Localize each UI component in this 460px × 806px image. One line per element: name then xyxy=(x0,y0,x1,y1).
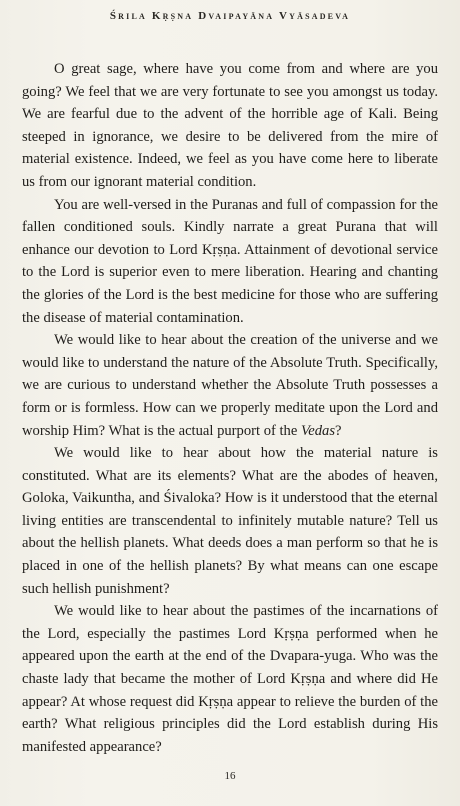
paragraph-5: We would like to hear about the pastimes of the incarnations of the Lord, especially the pastimes Lord Kṛṣṇa performed when he appeared upon the earth at the end of the Dvapara-yuga. Who was the chaste lady that became the mother of Lord Kṛṣṇa and where did He appear? At whose request did Kṛṣṇa appear to relieve the burden of the earth? What religious principles did the Lord establish during His manifested appearance? xyxy=(22,603,438,755)
paragraph-1: O great sage, where have you come from and where are you going? We feel that we are very fortunate to see you amongst us today. We are fearful due to the advent of the horrible age of Kali. Being steeped in ignorance, we desire to be delivered from the mire of material existence. Indeed, we feel as you have come here to liberate us from our ignorant material condition. xyxy=(22,61,438,190)
page-number: 16 xyxy=(224,770,236,782)
body-text xyxy=(22,58,438,758)
paragraph-3-text: We would like to hear about the creation of the universe and we would like to understand the nature of the Absolute Truth. Specifically, we are curious to understand whether the Absolute Truth possesses a form or is formless. How can we properly meditate upon the Lord and worship Him? What is the actual purport of the xyxy=(22,332,438,439)
paragraph-3 xyxy=(22,329,438,442)
paragraph-3-end: ? xyxy=(335,422,342,439)
vedas-italic: Vedas xyxy=(300,422,336,439)
running-header: Śrila Kṛṣna Dvaipayāna Vyāsadeva xyxy=(109,10,351,22)
paragraph-4: We would like to hear about how the material nature is constituted. What are its elements? What are the abodes of heaven, Goloka, Vaikuntha, and Śivaloka? How is it understood that the eternal living entities are transcendental to infinitely mutable nature? Tell us about the hellish planets. What deeds does a man perform so that he is placed in one of the hellish planets? By what means can one escape such hellish punishment? xyxy=(22,445,438,597)
paragraph-2: You are well-versed in the Puranas and full of compassion for the fallen conditioned souls. Kindly narrate a great Purana that will enhance our devotion to Lord Kṛṣṇa. Attainment of devotional service to the Lord is superior even to mere liberation. Hearing and chanting the glories of the Lord is the best medicine for those who are suffering the disease of material contamination. xyxy=(22,196,438,326)
